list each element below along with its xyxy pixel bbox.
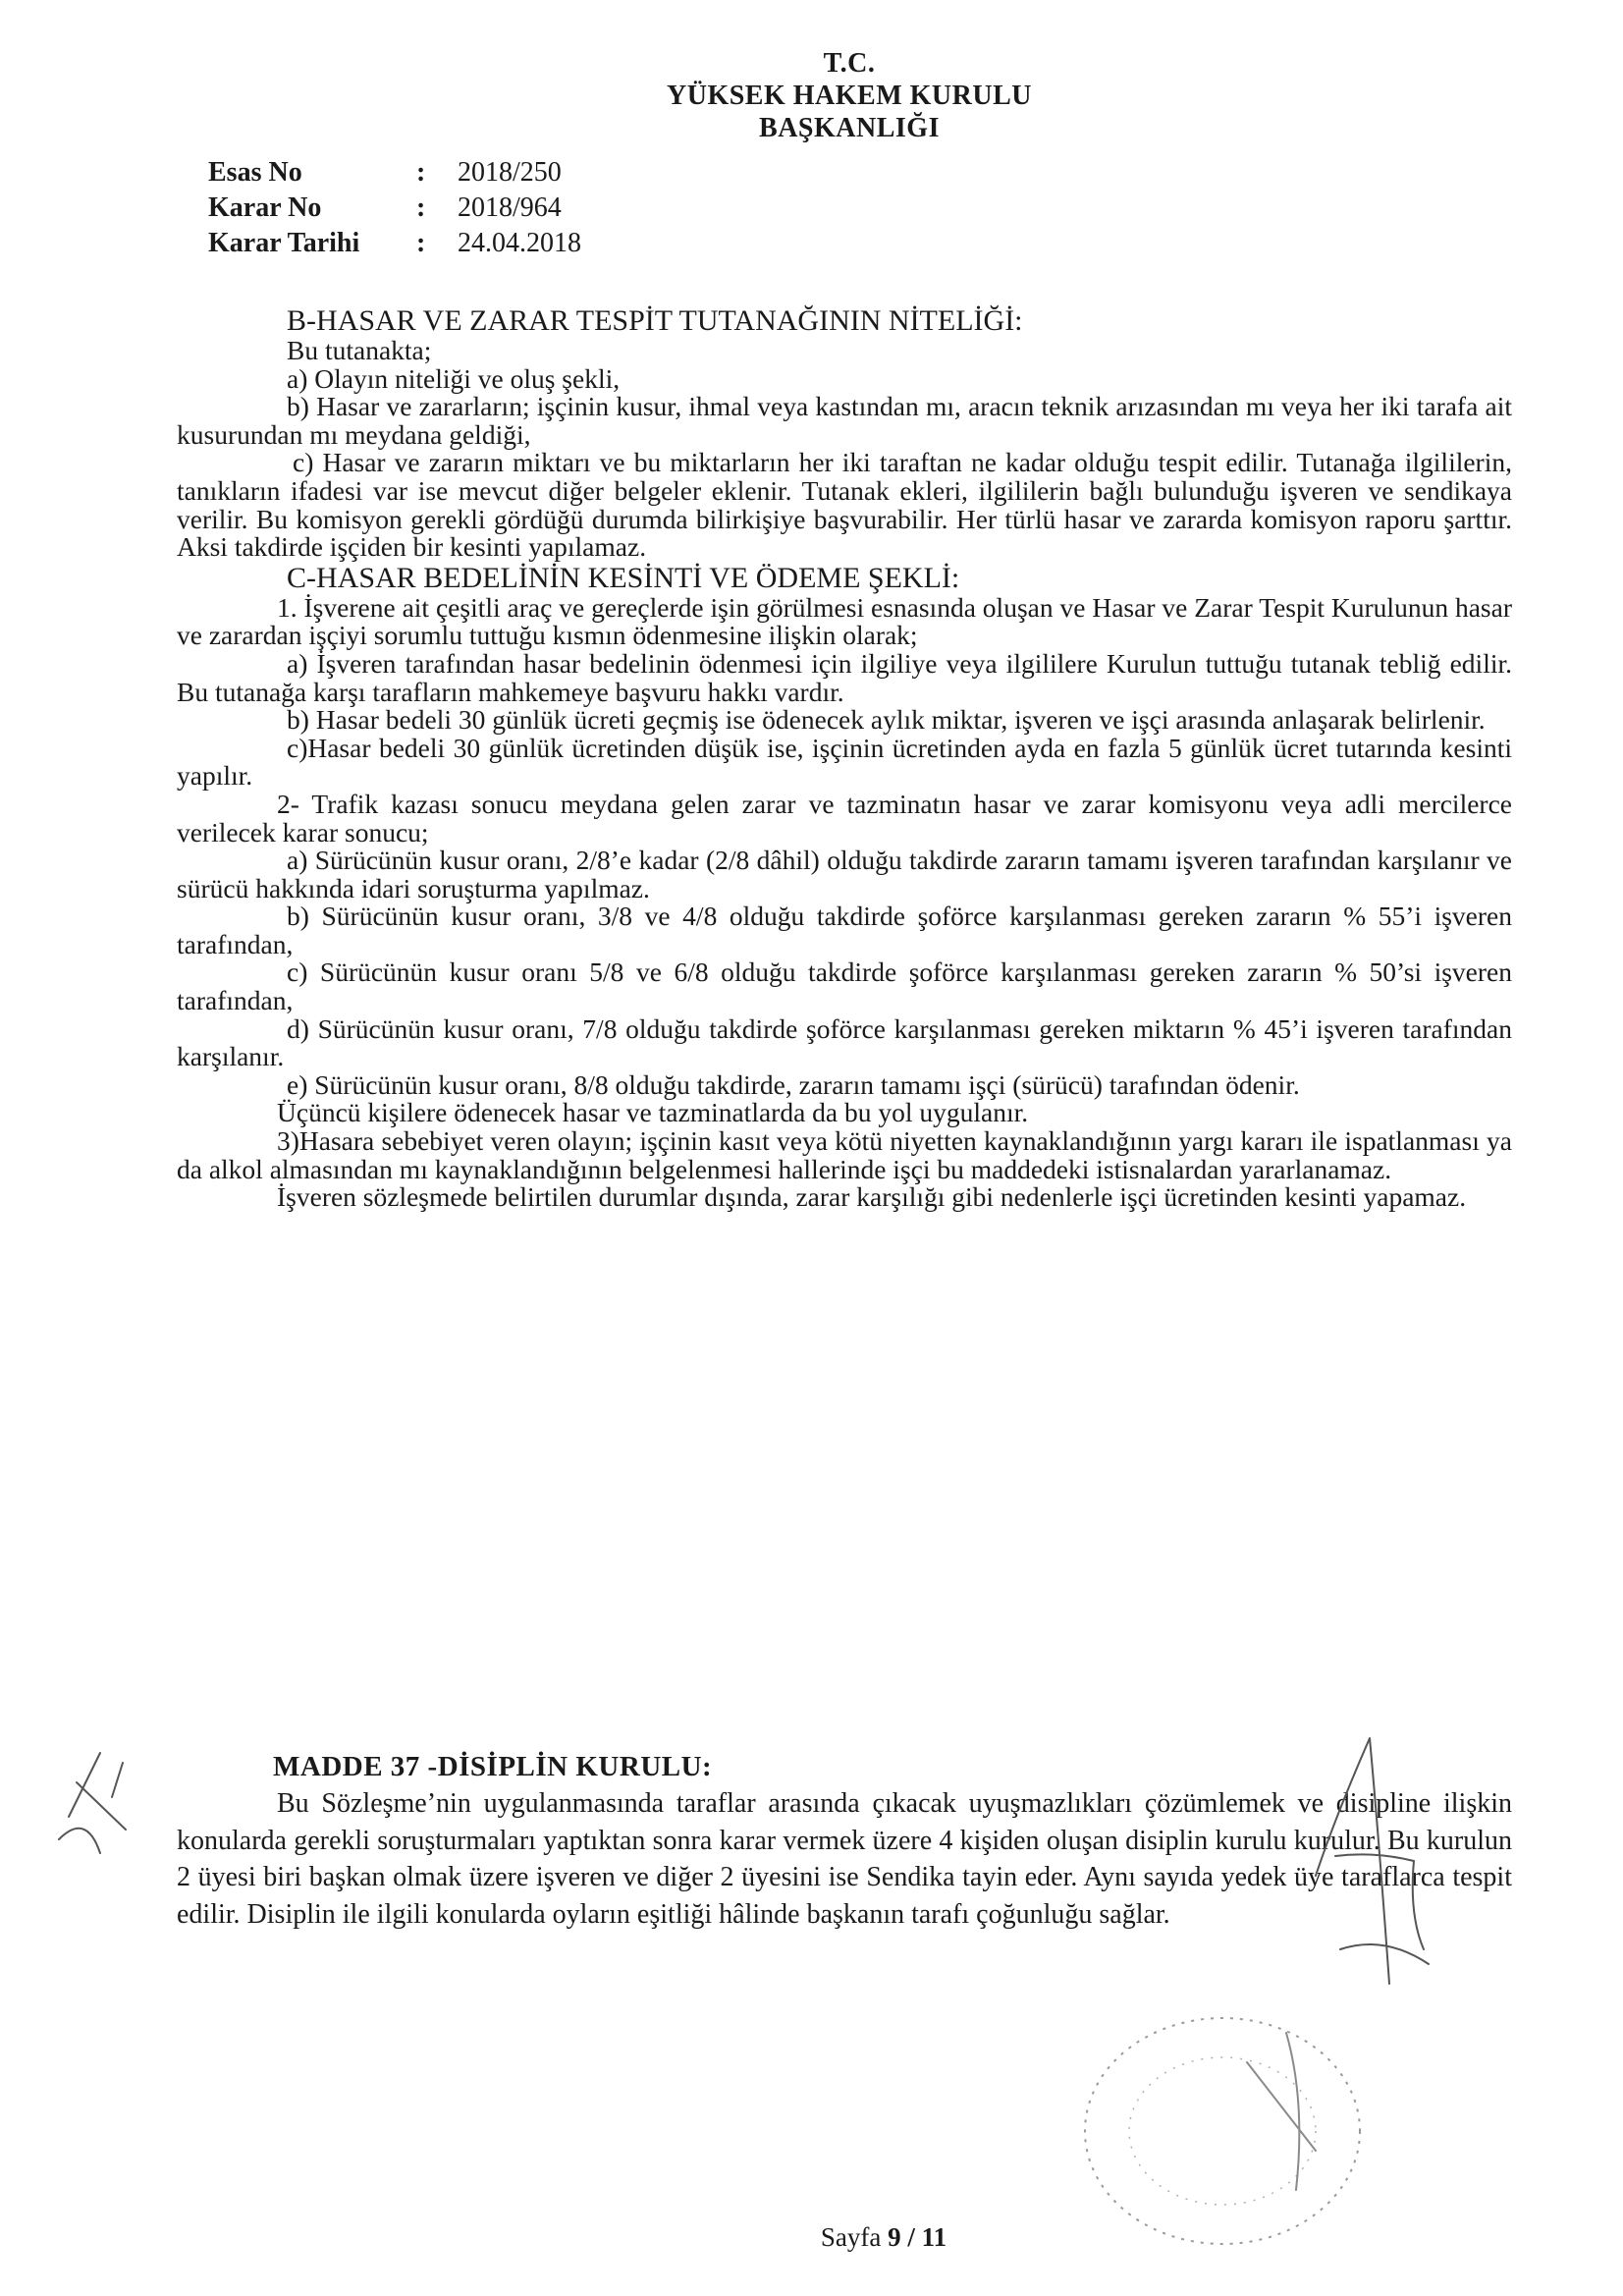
paragraph: c) Hasar ve zararın miktarı ve bu miktarların her iki taraftan ne kadar olduğu tespit edilir. Tutanağa ilgililerin, tanıkların ifadesi var ise mevcut diğer belgeler eklenir. Tutanak ekleri, ilgililerin bağlı bulunduğu işveren ve sendikaya verilir. Bu komisyon gerekli gördüğü durumda bilirkişiye başvurabilir. Her türlü hasar ve zararda komisyon raporu şarttır. Aksi takdirde işçiden bir kesinti yapılamaz. xyxy=(177,447,1512,563)
paragraph: İşveren sözleşmede belirtilen durumlar dışında, zarar karşılığı gibi nedenlerle işçi ücretinden kesinti yapamaz. xyxy=(277,1181,1467,1213)
meta-row-esas xyxy=(208,155,581,191)
header-line-office: BAŞKANLIĞI xyxy=(759,113,940,143)
meta-value: 2018/964 xyxy=(458,192,562,223)
meta-row-karar xyxy=(208,191,581,226)
meta-label: Karar No xyxy=(208,192,322,223)
paragraph: b) Hasar ve zararların; işçinin kusur, ihmal veya kastından mı, aracın teknik arızasından mı veya her iki tarafa ait kusurundan mı meydana geldiği, xyxy=(177,391,1512,450)
meta-label: Esas No xyxy=(208,157,302,188)
meta-colon: : xyxy=(416,192,426,223)
document-header xyxy=(589,47,1109,144)
section-c-heading: C-HASAR BEDELİNİN KESİNTİ VE ÖDEME ŞEKLİ: xyxy=(287,561,960,594)
header-line-institution: YÜKSEK HAKEM KURULU xyxy=(667,81,1032,111)
paragraph: Bu tutanakta; xyxy=(287,335,432,365)
article-37 xyxy=(177,1750,1512,1933)
paragraph: b) Sürücünün kusur oranı, 3/8 ve 4/8 olduğu takdirde şoförce karşılanması gereken zararın % 55’i işveren tarafından, xyxy=(177,901,1512,959)
paragraph: 3)Hasara sebebiyet veren olayın; işçinin kasıt veya kötü niyetten kaynaklandığının yargı kararı ile ispatlanması ya da alkol almasından mı kaynaklandığının belgelenmesi hallerinde işçi bu maddedeki istisnalardan yararlanamaz. xyxy=(177,1125,1512,1184)
paragraph: a) Sürücünün kusur oranı, 2/8’e kadar (2/8 dâhil) olduğu takdirde zararın tamamı işveren tarafından karşılanır ve sürücü hakkında idari soruşturma yapılmaz. xyxy=(177,845,1512,903)
paragraph: Bu Sözleşme’nin uygulanmasında taraflar arasında çıkacak uyuşmazlıkları çözümlemek ve disipline ilişkin konularda gerekli soruşturmaları yaptıktan sonra karar vermek üzere 4 kişiden oluşan disiplin kurulu kurulur. Bu kurulun 2 üyesi biri başkan olmak üzere işveren ve diğer 2 üyesini ise Sendika tayin eder. Aynı sayıda yedek üye taraflarca tespit edilir. Disiplin ile ilgili konularda oyların eşitliği hâlinde başkanın tarafı çoğunluğu sağlar. xyxy=(177,1788,1512,1930)
paragraph: d) Sürücünün kusur oranı, 7/8 olduğu takdirde şoförce karşılanması gereken miktarın % 45’i işveren tarafından karşılanır. xyxy=(177,1012,1512,1072)
paragraph: b) Hasar bedeli 30 günlük ücreti geçmiş ise ödenecek aylık miktar, işveren ve işçi arasında anlaşarak belirlenir. xyxy=(287,704,1486,736)
paragraph: c)Hasar bedeli 30 günlük ücretinden düşük ise, işçinin ücretinden ayda en fazla 5 günlük ücret tutarında kesinti yapılır. xyxy=(177,732,1512,792)
header-line-tc: T.C. xyxy=(823,48,876,79)
document-body xyxy=(177,304,1512,1212)
paragraph: c) Sürücünün kusur oranı 5/8 ve 6/8 olduğu takdirde şoförce karşılanması gereken zararın % 50’si işveren tarafından, xyxy=(177,957,1512,1016)
case-metadata xyxy=(208,155,581,261)
faded-stamp-icon xyxy=(1060,1994,1394,2269)
page-footer xyxy=(687,2222,1080,2253)
meta-value: 24.04.2018 xyxy=(458,228,581,258)
paragraph: e) Sürücünün kusur oranı, 8/8 olduğu takdirde, zararın tamamı işçi (sürücü) tarafından ödenir. xyxy=(287,1068,1300,1100)
paragraph: a) İşveren tarafından hasar bedelinin ödenmesi için ilgiliye veya ilgililere Kurulun tuttuğu tutanak tebliğ edilir. Bu tutanağa karşı tarafların mahkemeye başvuru hakkı vardır. xyxy=(177,647,1512,707)
meta-colon: : xyxy=(416,157,426,188)
paragraph: 1. İşverene ait çeşitli araç ve gereçlerde işin görülmesi esnasında oluşan ve Hasar ve Zarar Tespit Kurulunun hasar ve zarardan işçiyi sorumlu tuttuğu kısmın ödenmesine ilişkin olarak; xyxy=(177,591,1512,651)
page-number: 9 / 11 xyxy=(888,2222,947,2252)
article-title: MADDE 37 -DİSİPLİN KURULU: xyxy=(273,1751,713,1782)
meta-row-tarih xyxy=(208,226,581,261)
meta-label: Karar Tarihi xyxy=(208,228,360,258)
page-number-prefix: Sayfa xyxy=(820,2222,889,2252)
paragraph: 2- Trafik kazası sonucu meydana gelen zarar ve tazminatın hasar ve zarar komisyonu veya adli mercilerce verilecek karar sonucu; xyxy=(177,788,1512,847)
meta-colon: : xyxy=(416,228,426,258)
paragraph: a) Olayın niteliği ve oluş şekli, xyxy=(287,362,621,394)
section-b-heading: B-HASAR VE ZARAR TESPİT TUTANAĞININ NİTELİĞİ: xyxy=(287,304,1023,337)
meta-value: 2018/250 xyxy=(458,157,562,188)
initials-signature-icon xyxy=(39,1743,147,1861)
paragraph: Üçüncü kişilere ödenecek hasar ve tazminatlarda da bu yol uygulanır. xyxy=(277,1097,1029,1128)
